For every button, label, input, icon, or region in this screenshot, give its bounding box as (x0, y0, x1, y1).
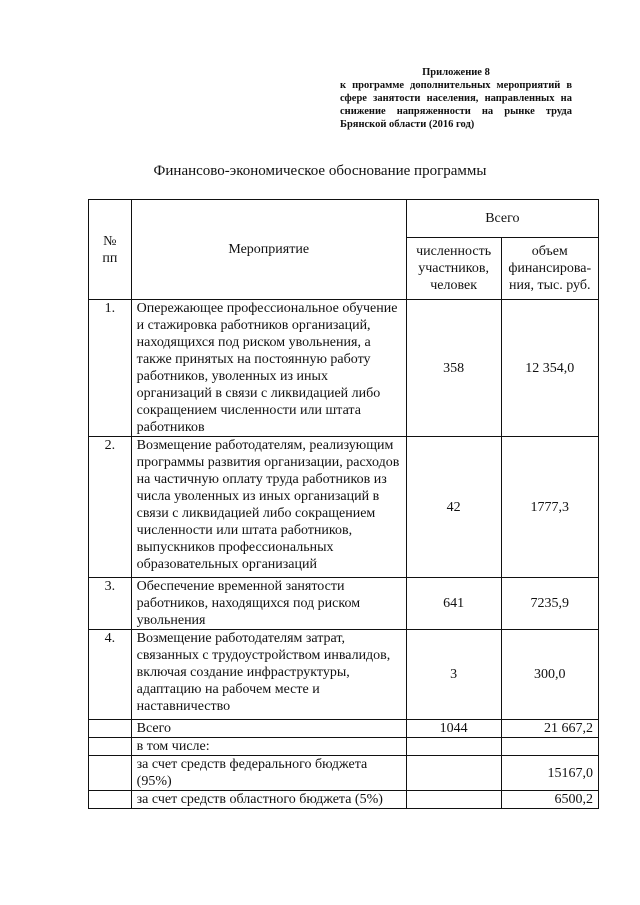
regional-row (89, 791, 599, 809)
row-funding: 7235,9 (501, 578, 599, 630)
appendix-line: сфере занятости населения, направленных на (340, 93, 572, 104)
table-header-row (89, 200, 599, 238)
federal-funding: 15167,0 (501, 756, 599, 791)
total-funding: 21 667,2 (501, 720, 599, 738)
total-label: Всего (131, 720, 406, 738)
appendix-line: снижение напряженности на рынке труда (340, 106, 572, 117)
including-row (89, 738, 599, 756)
row-activity: Опережающее профессиональное обучение и стажировка работников организаций, находящихся под риском увольнения, а также принятых на постоянную работу работников, уволенных из иных организаций в связи с ликвидацией либо сокращением численности или штата работников (131, 300, 406, 437)
total-participants: 1044 (406, 720, 501, 738)
header-activity: Мероприятие (131, 200, 406, 300)
total-row (89, 720, 599, 738)
table-row (89, 300, 599, 437)
appendix-title: Приложение 8 (422, 67, 490, 78)
federal-label: за счет средств федерального бюджета (95%) (131, 756, 406, 791)
appendix-line: Брянской области (2016 год) (340, 119, 475, 130)
federal-row (89, 756, 599, 791)
row-funding: 300,0 (501, 630, 599, 720)
regional-number-cell (89, 791, 132, 809)
table-row (89, 630, 599, 720)
appendix-header (340, 66, 572, 131)
row-activity: Возмещение работодателям, реализующим программы развития организации, расходов на частичную оплату труда работников из числа уволенных из иных организаций в связи с ликвидацией либо сокращением численности или штата работников, выпускников профессиональных образовательных организаций (131, 437, 406, 578)
row-activity: Возмещение работодателям затрат, связанных с трудоустройством инвалидов, включая создание инфраструктуры, адаптацию на рабочем месте и наставничество (131, 630, 406, 720)
federal-number-cell (89, 756, 132, 791)
header-participants: численность участников, человек (406, 238, 501, 300)
row-participants: 641 (406, 578, 501, 630)
document-title: Финансово-экономическое обоснование программы (153, 163, 487, 179)
row-funding: 12 354,0 (501, 300, 599, 437)
header-funding: объем финансирова-ния, тыс. руб. (501, 238, 599, 300)
row-funding: 1777,3 (501, 437, 599, 578)
table-row (89, 437, 599, 578)
regional-funding: 6500,2 (501, 791, 599, 809)
row-number: 2. (89, 437, 132, 578)
regional-label: за счет средств областного бюджета (5%) (131, 791, 406, 809)
header-number: № пп (89, 200, 132, 300)
appendix-line: к программе дополнительных мероприятий в (340, 80, 572, 91)
row-activity: Обеспечение временной занятости работников, находящихся под риском увольнения (131, 578, 406, 630)
regional-participants-cell (406, 791, 501, 809)
federal-participants-cell (406, 756, 501, 791)
row-participants: 42 (406, 437, 501, 578)
financial-table (88, 199, 599, 809)
including-funding-cell (501, 738, 599, 756)
row-participants: 358 (406, 300, 501, 437)
header-total: Всего (406, 200, 598, 238)
total-number-cell (89, 720, 132, 738)
table-row (89, 578, 599, 630)
row-number: 1. (89, 300, 132, 437)
including-number-cell (89, 738, 132, 756)
row-number: 4. (89, 630, 132, 720)
row-number: 3. (89, 578, 132, 630)
including-participants-cell (406, 738, 501, 756)
including-label: в том числе: (131, 738, 406, 756)
row-participants: 3 (406, 630, 501, 720)
